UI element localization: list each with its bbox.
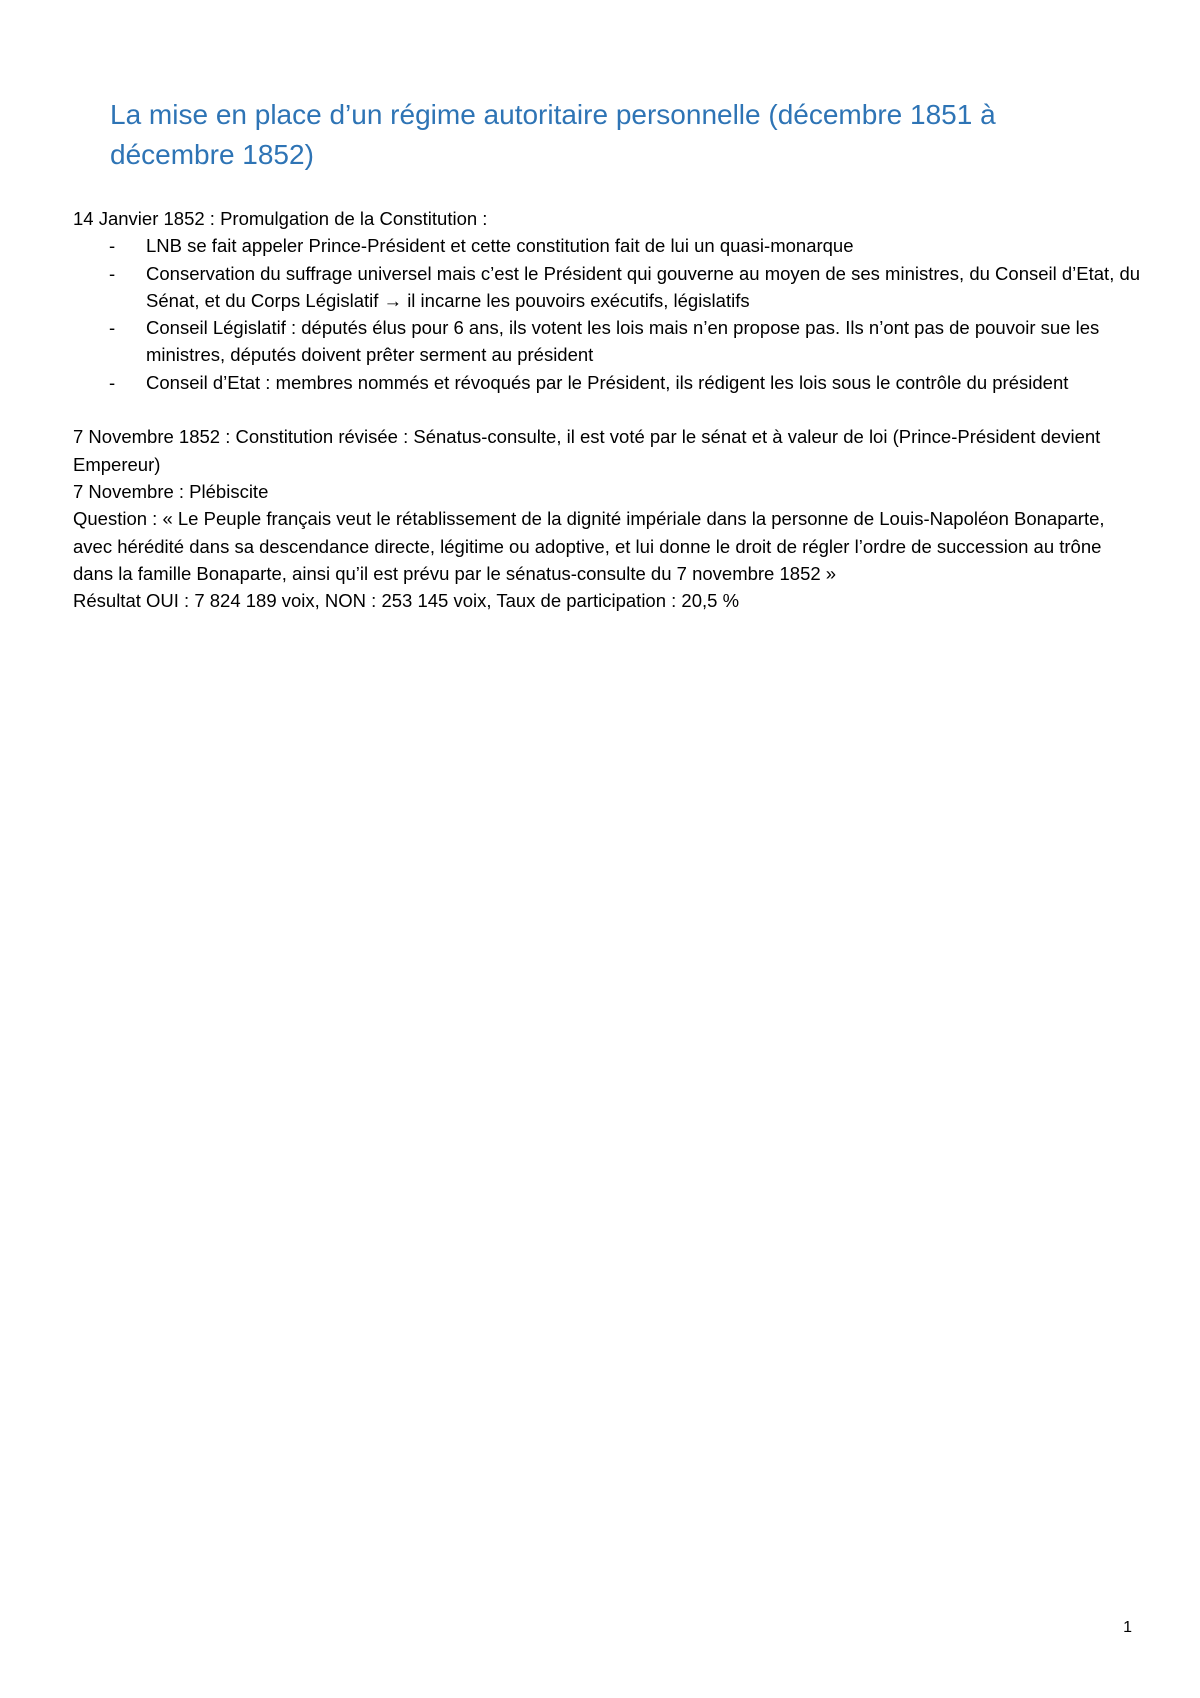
section1-bullet-list [73, 232, 1143, 396]
section1-heading: 14 Janvier 1852 : Promulgation de la Constitution : [73, 208, 488, 229]
list-item [73, 369, 1143, 396]
bullet-dash: - [109, 317, 116, 339]
plebiscite-result: Résultat OUI : 7 824 189 voix, NON : 253 145 voix, Taux de participation : 20,5 % [73, 590, 740, 612]
list-item [73, 232, 1143, 259]
list-item [73, 260, 1143, 315]
bullet-text: LNB se fait appeler Prince-Président et cette constitution fait de lui un quasi-monarque [146, 235, 854, 257]
document-body [73, 205, 1143, 614]
plebiscite-line: 7 Novembre : Plébiscite [73, 480, 269, 502]
list-item [73, 314, 1143, 369]
bullet-text: Conseil d’Etat : membres nommés et révoqués par le Président, ils rédigent les lois sous le contrôle du président [146, 371, 1069, 393]
plebiscite-question: Question : « Le Peuple français veut le rétablissement de la dignité impériale dans la personne de Louis-Napoléon Bonaparte, avec hérédité dans sa descendance directe, légitime ou adoptive, et lui donne le droit de régler l’ordre de succession au trône dans la famille Bonaparte, ainsi qu’il est prévu par le sénatus-consulte du 7 novembre 1852 » [73, 508, 1105, 584]
page-number: 1 [1123, 1619, 1132, 1636]
document-title: La mise en place d’un régime autoritaire personnelle (décembre 1851 à décembre 1852) [110, 99, 996, 170]
bullet-dash: - [109, 371, 116, 393]
bullet-dash: - [109, 262, 116, 284]
bullet-dash: - [109, 235, 116, 257]
bullet-text: Conseil Législatif : députés élus pour 6 ans, ils votent les lois mais n’en propose pas. Ils n’ont pas de pouvoir sue les ministres, députés doivent prêter serment au président [146, 317, 1100, 366]
bullet-text: Conservation du suffrage universel mais c’est le Président qui gouverne au moyen de ses ministres, du Conseil d’Etat, du Sénat, et du Corps Législatif → il incarne les pouvoirs exécutifs, législatifs [146, 262, 1141, 311]
paragraph-spacer [73, 396, 1143, 423]
constitution-revision-line: 7 Novembre 1852 : Constitution révisée : Sénatus-consulte, il est voté par le sénat et à valeur de loi (Prince-Président devient Empereur) [73, 426, 1101, 475]
